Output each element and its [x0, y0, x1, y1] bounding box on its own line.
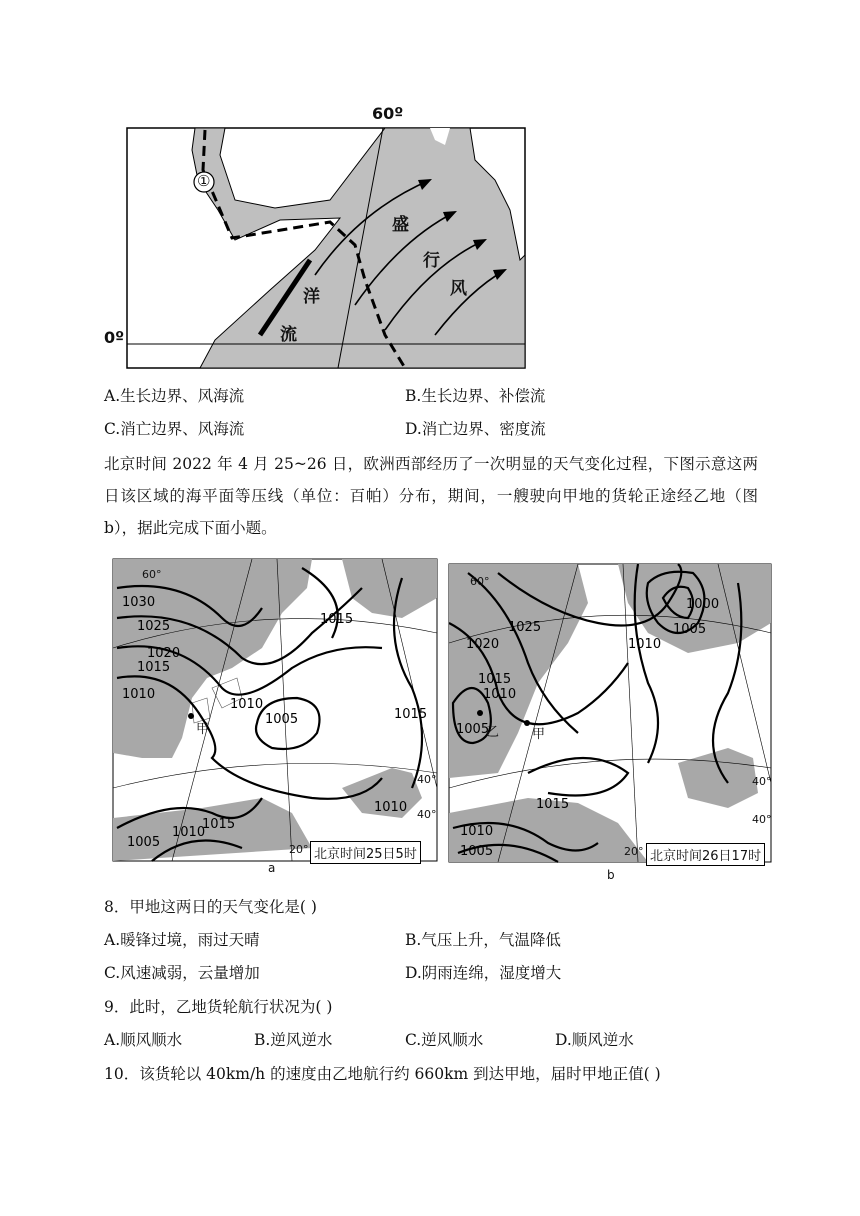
- isobar-label-1015c: 1015: [394, 707, 428, 722]
- place-yi-b: 乙: [486, 725, 500, 740]
- q8-option-a: A.暖锋过境，雨过天晴: [104, 931, 260, 949]
- isobar-label-b-1025: 1025: [508, 620, 542, 635]
- lon20-label-a: 20°: [289, 843, 309, 856]
- isobar-label-1010c: 1010: [374, 800, 408, 815]
- isobar-label-1010: 1010: [122, 687, 156, 702]
- q8-option-b: B.气压上升，气温降低: [405, 931, 561, 949]
- isobar-label-b-1005: 1005: [456, 722, 490, 737]
- q7-option-a: A.生长边界、风海流: [104, 387, 245, 405]
- isobar-label-b-1010b: 1010: [628, 637, 662, 652]
- isobar-label-1010d: 1010: [172, 825, 206, 840]
- place-jia-a: 甲: [196, 722, 210, 737]
- q9-option-a: A.顺风顺水: [104, 1031, 183, 1049]
- isobar-label-b-1015: 1015: [478, 672, 512, 687]
- isobar-label-b-1010c: 1010: [460, 824, 494, 839]
- isobar-label-1005: 1005: [265, 712, 299, 727]
- wind-label-1: 盛: [392, 215, 409, 235]
- ocean-current-map: [100, 100, 530, 370]
- q8-option-c: C.风速减弱，云量增加: [104, 964, 260, 982]
- lon40-label-b: 40°: [752, 813, 772, 826]
- intro-paragraph: 北京时间 2022 年 4 月 25~26 日，欧洲西部经历了一次明显的天气变化过程，下图示意这两日该区域的海平面等压线（单位：百帕）分布，期间，一艘驶向甲地的货轮正途经乙地（图 b），据此完成下面小题。: [104, 455, 758, 537]
- isobar-label-1005b: 1005: [127, 835, 161, 850]
- isobar-map-b-svg: [448, 563, 772, 865]
- isobar-map-a: [112, 558, 438, 863]
- equator-label: 0º: [104, 328, 125, 347]
- lon20-label-b: 20°: [624, 845, 644, 858]
- lat60-label-b: 60°: [470, 575, 490, 588]
- map-b-caption: b: [607, 868, 615, 882]
- isobar-label-b-1000: 1000: [686, 597, 720, 612]
- q7-option-d: D.消亡边界、密度流: [405, 420, 546, 438]
- isobar-map-b: [448, 563, 772, 865]
- map-a-caption: a: [268, 861, 276, 875]
- lat40-label-b: 40°: [752, 775, 772, 788]
- latitude-label-60: 60º: [372, 104, 404, 123]
- q9-stem: 9．此时，乙地货轮航行状况为( ): [104, 998, 333, 1016]
- isobar-label-1020: 1020: [147, 646, 181, 661]
- q7-option-b: B.生长边界、补偿流: [405, 387, 546, 405]
- boundary-marker: ①: [197, 172, 211, 190]
- q7-option-c: C.消亡边界、风海流: [104, 420, 245, 438]
- time-label-b: 北京时间26日17时: [646, 843, 765, 866]
- q9-option-d: D.顺风逆水: [555, 1031, 634, 1049]
- isobar-label-1015b: 1015: [320, 612, 354, 627]
- wind-label-2: 行: [423, 251, 440, 271]
- q9-option-c: C.逆风顺水: [405, 1031, 484, 1049]
- q8-option-d: D.阴雨连绵，湿度增大: [405, 964, 562, 982]
- isobar-label-1010b: 1010: [230, 697, 264, 712]
- isobar-map-a-svg: [112, 558, 438, 863]
- time-label-a: 北京时间25日5时: [310, 841, 421, 864]
- isobar-label-1025: 1025: [137, 619, 171, 634]
- isobar-label-b-1010: 1010: [483, 687, 517, 702]
- isobar-label-1030: 1030: [122, 595, 156, 610]
- place-jia-b: 甲: [532, 727, 546, 742]
- lat60-label-a: 60°: [142, 568, 162, 581]
- isobar-label-b-1005c: 1005: [460, 844, 494, 859]
- isobar-label-b-1005b: 1005: [673, 622, 707, 637]
- isobar-label-b-1020: 1020: [466, 637, 500, 652]
- q10-stem: 10．该货轮以 40km/h 的速度由乙地航行约 660km 到达甲地，届时甲地正值( ): [104, 1065, 661, 1083]
- isobar-label-b-1015b: 1015: [536, 797, 570, 812]
- q8-stem: 8．甲地这两日的天气变化是( ): [104, 898, 317, 916]
- isobar-label-1015: 1015: [137, 660, 171, 675]
- lat40-label-a: 40°: [417, 773, 437, 786]
- lon40-label-a: 40°: [417, 808, 437, 821]
- wind-label-3: 风: [450, 279, 467, 299]
- isobar-label-1015d: 1015: [202, 817, 236, 832]
- current-label-1: 洋: [303, 287, 320, 307]
- ocean-current-map-svg: [100, 100, 530, 370]
- q9-option-b: B.逆风逆水: [254, 1031, 333, 1049]
- current-label-2: 流: [280, 325, 297, 345]
